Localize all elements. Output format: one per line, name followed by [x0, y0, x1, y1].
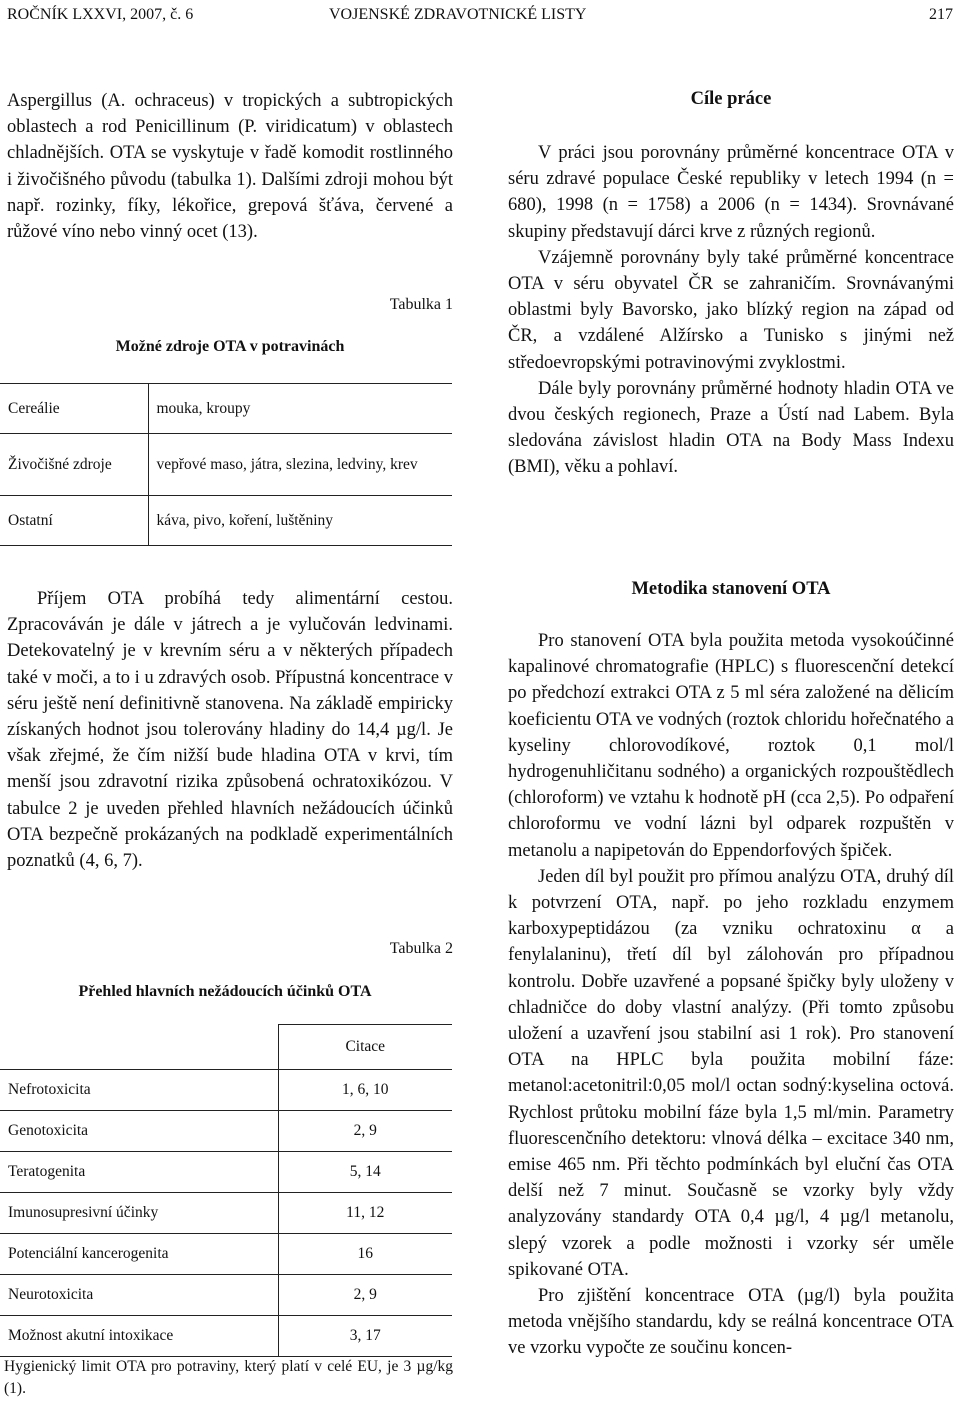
effect-name: Potenciální kancerogenita [0, 1234, 278, 1275]
effect-citation: 5, 14 [278, 1152, 452, 1193]
volume-info: ROČNÍK LXXVI, 2007, č. 6 [7, 6, 194, 23]
intro-paragraph: Aspergillus (A. ochraceus) v tropických a subtropických oblastech a rod Penicillinum (P. viridicatum) v oblastech chladnějších. OTA se vyskytuje v řadě komodit rostlinného i živočišného původu (tabulka 1). Dalšími zdroji mohou být např. rozinky, fíky, lékořice, grepová šťáva, červené a růžové víno nebo vinný ocet (13). [7, 91, 453, 243]
page-number: 217 [929, 6, 953, 23]
table1-items: mouka, kroupy [148, 384, 452, 434]
aims-paragraph-1: V práci jsou porovnány průměrné koncentrace OTA v séru zdravé populace České republiky v letech 1994 (n = 680), 1998 (n = 1758) a 2006 (n = 1434). Srovnávané skupiny představují dárci krve z různých regionů. [508, 143, 954, 242]
table-row [0, 1111, 452, 1152]
methods-paragraph-3: Pro zjištění koncentrace OTA (µg/l) byla použita metoda vnějšího standardu, kdy se reálná koncentrace OTA ve vzorku vypočte ze součinu koncen- [508, 1286, 954, 1359]
effect-citation: 11, 12 [278, 1193, 452, 1234]
running-header [0, 6, 960, 28]
effect-name: Nefrotoxicita [0, 1070, 278, 1111]
effect-citation: 2, 9 [278, 1111, 452, 1152]
table-row [0, 1152, 452, 1193]
table1-caption: Možné zdroje OTA v potravinách [115, 338, 345, 355]
table-row [0, 434, 452, 496]
methods-paragraph-2: Jeden díl byl použit pro přímou analýzu OTA, druhý díl k potvrzení OTA, např. po jeho rozkladu enzymem karboxypeptidázou (za vzniku ochratoxinu α a fenylalaninu), třetí díl byl zálohován pro případnou kontrolu. Dobře uzavřené a popsané špičky byly uloženy v chladničce do doby vlastní analýzy. (Při tomto způsobu uložení a uzavření jsou stabilní asi 1 rok). Pro stanovení OTA na HPLC byla použita mobilní fáze: metanol:acetonitril:0,05 mol/l octan sodný:kyselina octová. Rychlost průtoku mobilní fáze byla 1,5 ml/min. Parametry fluorescenčního detektoru: vlnová délka – excitace 340 nm, emise 465 nm. Při těchto podmínkách byl eluční čas OTA delší než 7 minut. Současně se vzorky byly vždy analyzovány standardy OTA 0,4 µg/l, 4 µg/l metanolu, slepý vzorek a podle možnosti i vzorky sér uměle spikované OTA. [508, 866, 954, 1280]
section-heading-aims: Cíle práce [690, 89, 772, 109]
table1-category: Živočišné zdroje [0, 434, 148, 496]
table-row [0, 1275, 452, 1316]
table-row [0, 1234, 452, 1275]
section-heading-methods: Metodika stanovení OTA [631, 579, 831, 599]
table-row [0, 384, 452, 434]
effect-name: Genotoxicita [0, 1111, 278, 1152]
effect-name: Možnost akutní intoxikace [0, 1316, 278, 1357]
table1 [0, 383, 452, 546]
table-header-row [0, 1025, 452, 1070]
table-row [0, 1070, 452, 1111]
effect-name: Teratogenita [0, 1152, 278, 1193]
table2 [0, 1024, 452, 1357]
effect-citation: 2, 9 [278, 1275, 452, 1316]
table-row [0, 1316, 452, 1357]
methods-paragraph-1: Pro stanovení OTA byla použita metoda vysokoúčinné kapalinové chromatografie (HPLC) s fluorescenční detekcí po předchozí extrakci OTA z 5 ml séra založené na dělicím koeficientu OTA ve vodných (roztok chloridu hořečnatého a kyseliny chlorovodíkové, roztok 0,1 mol/l hydrogenuhličitanu sodného) a organických rozpouštědlech (chloroform) ve vztahu k hodnotě pH (cca 2,5). Po odpaření chloroformu ve vodní lázni byl odparek rozpuštěn v metanolu a napipetován do Eppendorfových špiček. [508, 631, 954, 861]
effect-citation: 1, 6, 10 [278, 1070, 452, 1111]
aims-paragraph-2: Vzájemně porovnány byly také průměrné koncentrace OTA v séru obyvatel ČR se zahraničím. Srovnávanými oblastmi byly Bavorsko, jako blízký region na západ od ČR, a vzdálené Alžírsko a Tunisko s jinými než středoevropskými potravinovými zvyklostmi. [508, 247, 954, 373]
table1-items: káva, pivo, koření, luštěniny [148, 496, 452, 546]
effect-name: Neurotoxicita [0, 1275, 278, 1316]
table1-category: Cereálie [0, 384, 148, 434]
table-row [0, 1193, 452, 1234]
table-row [0, 496, 452, 546]
table2-caption: Přehled hlavních nežádoucích účinků OTA [78, 983, 372, 1000]
table2-footnote: Hygienický limit OTA pro potraviny, který platí v celé EU, je 3 µg/kg (1). [4, 1358, 453, 1397]
table1-category: Ostatní [0, 496, 148, 546]
effect-citation: 3, 17 [278, 1316, 452, 1357]
aims-text [508, 140, 954, 481]
journal-title: VOJENSKÉ ZDRAVOTNICKÉ LISTY [329, 6, 587, 23]
citation-header: Citace [278, 1025, 452, 1070]
table2-label: Tabulka 2 [389, 940, 453, 957]
intake-paragraph: Příjem OTA probíhá tedy alimentární cestou. Zpracováván je dále v játrech a je vylučován ledvinami. Detekovatelný je v krevním séru a v některých případech také v moči, a to i u zdravých osob. Přípustná koncentrace v séru ještě není definitivně stanovena. Na základě empiricky získaných hodnot jsou tolerovány hladiny do 14,4 µg/l. Je však zřejmé, že čím nižší bude hladina OTA v krvi, tím menší jsou zdravotní rizika způsobená ochratoxikózou. V tabulce 2 je uveden přehled hlavních nežádoucích účinků OTA bezpečně prokázaných na podkladě experimentálních poznatků (4, 6, 7). [7, 589, 453, 872]
methods-text [508, 628, 954, 1362]
effect-citation: 16 [278, 1234, 452, 1275]
table1-items: vepřové maso, játra, slezina, ledviny, krev [148, 434, 452, 496]
effect-name: Imunosupresivní účinky [0, 1193, 278, 1234]
table1-label: Tabulka 1 [389, 296, 453, 313]
aims-paragraph-3: Dále byly porovnány průměrné hodnoty hladin OTA ve dvou českých regionech, Praze a Ústí nad Labem. Byla sledována závislost hladin OTA na Body Mass Indexu (BMI), věku a pohlaví. [508, 378, 954, 478]
